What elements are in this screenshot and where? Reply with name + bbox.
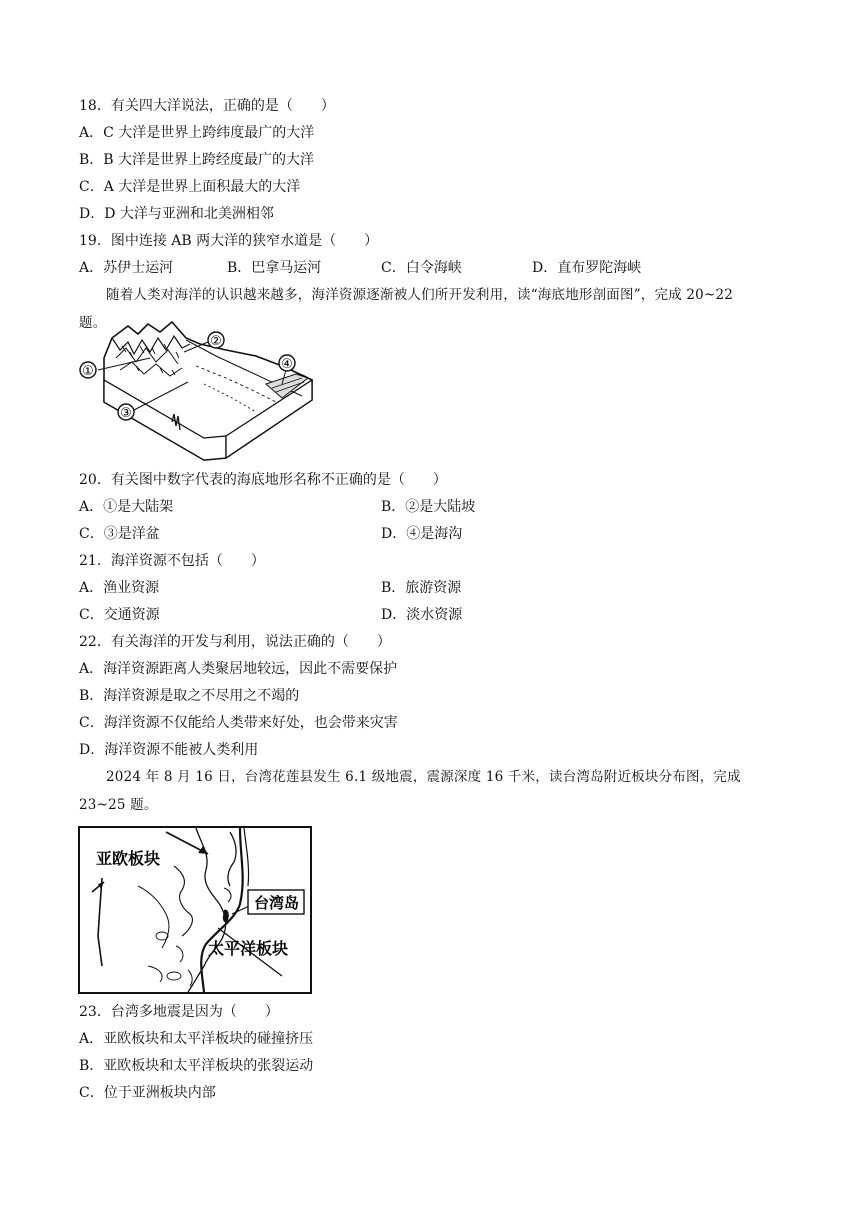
q19-option-a: A．苏伊士运河	[79, 260, 174, 276]
intro2-line2: 23~25 题。	[79, 797, 158, 813]
q20-options-row1	[79, 498, 779, 516]
q21-option-a: A．渔业资源	[79, 580, 160, 596]
q21-option-c: C．交通资源	[79, 607, 160, 623]
q19-stem: 19．图中连接 AB 两大洋的狭窄水道是（ ）	[79, 233, 379, 249]
q20-option-d: D．④是海沟	[381, 526, 463, 542]
q23-option-a: A．亚欧板块和太平洋板块的碰撞挤压	[79, 1031, 314, 1047]
q20-option-c: C．③是洋盆	[79, 526, 160, 542]
q20-option-b: B．②是大陆坡	[381, 499, 476, 515]
q20-options-row2	[79, 525, 779, 543]
q21-options-row2	[79, 606, 779, 624]
q20-stem: 20．有关图中数字代表的海底地形名称不正确的是（ ）	[79, 472, 447, 488]
q22-option-c: C．海洋资源不仅能给人类带来好处，也会带来灾害	[79, 715, 398, 731]
eurasian-plate-label: 亚欧板块	[96, 849, 161, 868]
q23-stem: 23．台湾多地震是因为（ ）	[79, 1004, 279, 1020]
label-2: ②	[210, 334, 222, 349]
q18-option-c: C．A 大洋是世界上面积最大的大洋	[79, 179, 301, 195]
label-3: ③	[120, 406, 132, 421]
q19-option-c: C．白令海峡	[381, 260, 462, 276]
q22-option-a: A．海洋资源距离人类聚居地较远，因此不需要保护	[79, 661, 398, 677]
seafloor-profile-figure	[76, 318, 318, 462]
label-4: ④	[281, 357, 293, 372]
q22-option-b: B．海洋资源是取之不尽用之不竭的	[79, 688, 300, 704]
q23-option-b: B．亚欧板块和太平洋板块的张裂运动	[79, 1058, 314, 1074]
q18-option-a: A．C 大洋是世界上跨纬度最广的大洋	[79, 125, 315, 141]
intro2-line1: 2024 年 8 月 16 日，台湾花莲县发生 6.1 级地震，震源深度 16 千米，读台湾岛附近板块分布图，完成	[106, 769, 741, 785]
intro1-line1: 随着人类对海洋的认识越来越多，海洋资源逐渐被人们所开发利用，读“海底地形剖面图”，完成 20~22	[106, 287, 734, 303]
q19-options	[79, 259, 779, 277]
q21-options-row1	[79, 579, 779, 597]
intro1-line2: 题。	[79, 315, 107, 331]
pacific-plate-label: 太平洋板块	[208, 939, 289, 958]
q19-option-b: B．巴拿马运河	[227, 260, 322, 276]
q18-option-d: D．D 大洋与亚洲和北美洲相邻	[79, 206, 274, 222]
plate-map-figure	[78, 826, 312, 994]
q21-stem: 21．海洋资源不包括（ ）	[79, 553, 265, 569]
q22-stem: 22．有关海洋的开发与利用，说法正确的（ ）	[79, 634, 391, 650]
q19-option-d: D．直布罗陀海峡	[532, 260, 642, 276]
q22-option-d: D．海洋资源不能被人类利用	[79, 742, 259, 758]
taiwan-island-label: 台湾岛	[254, 894, 300, 912]
q20-option-a: A．①是大陆架	[79, 499, 174, 515]
q21-option-b: B．旅游资源	[381, 580, 462, 596]
label-1: ①	[82, 364, 94, 379]
q18-stem: 18．有关四大洋说法，正确的是（ ）	[79, 98, 335, 114]
q18-option-b: B．B 大洋是世界上跨经度最广的大洋	[79, 152, 315, 168]
q21-option-d: D．淡水资源	[381, 607, 463, 623]
q23-option-c: C．位于亚洲板块内部	[79, 1085, 216, 1101]
